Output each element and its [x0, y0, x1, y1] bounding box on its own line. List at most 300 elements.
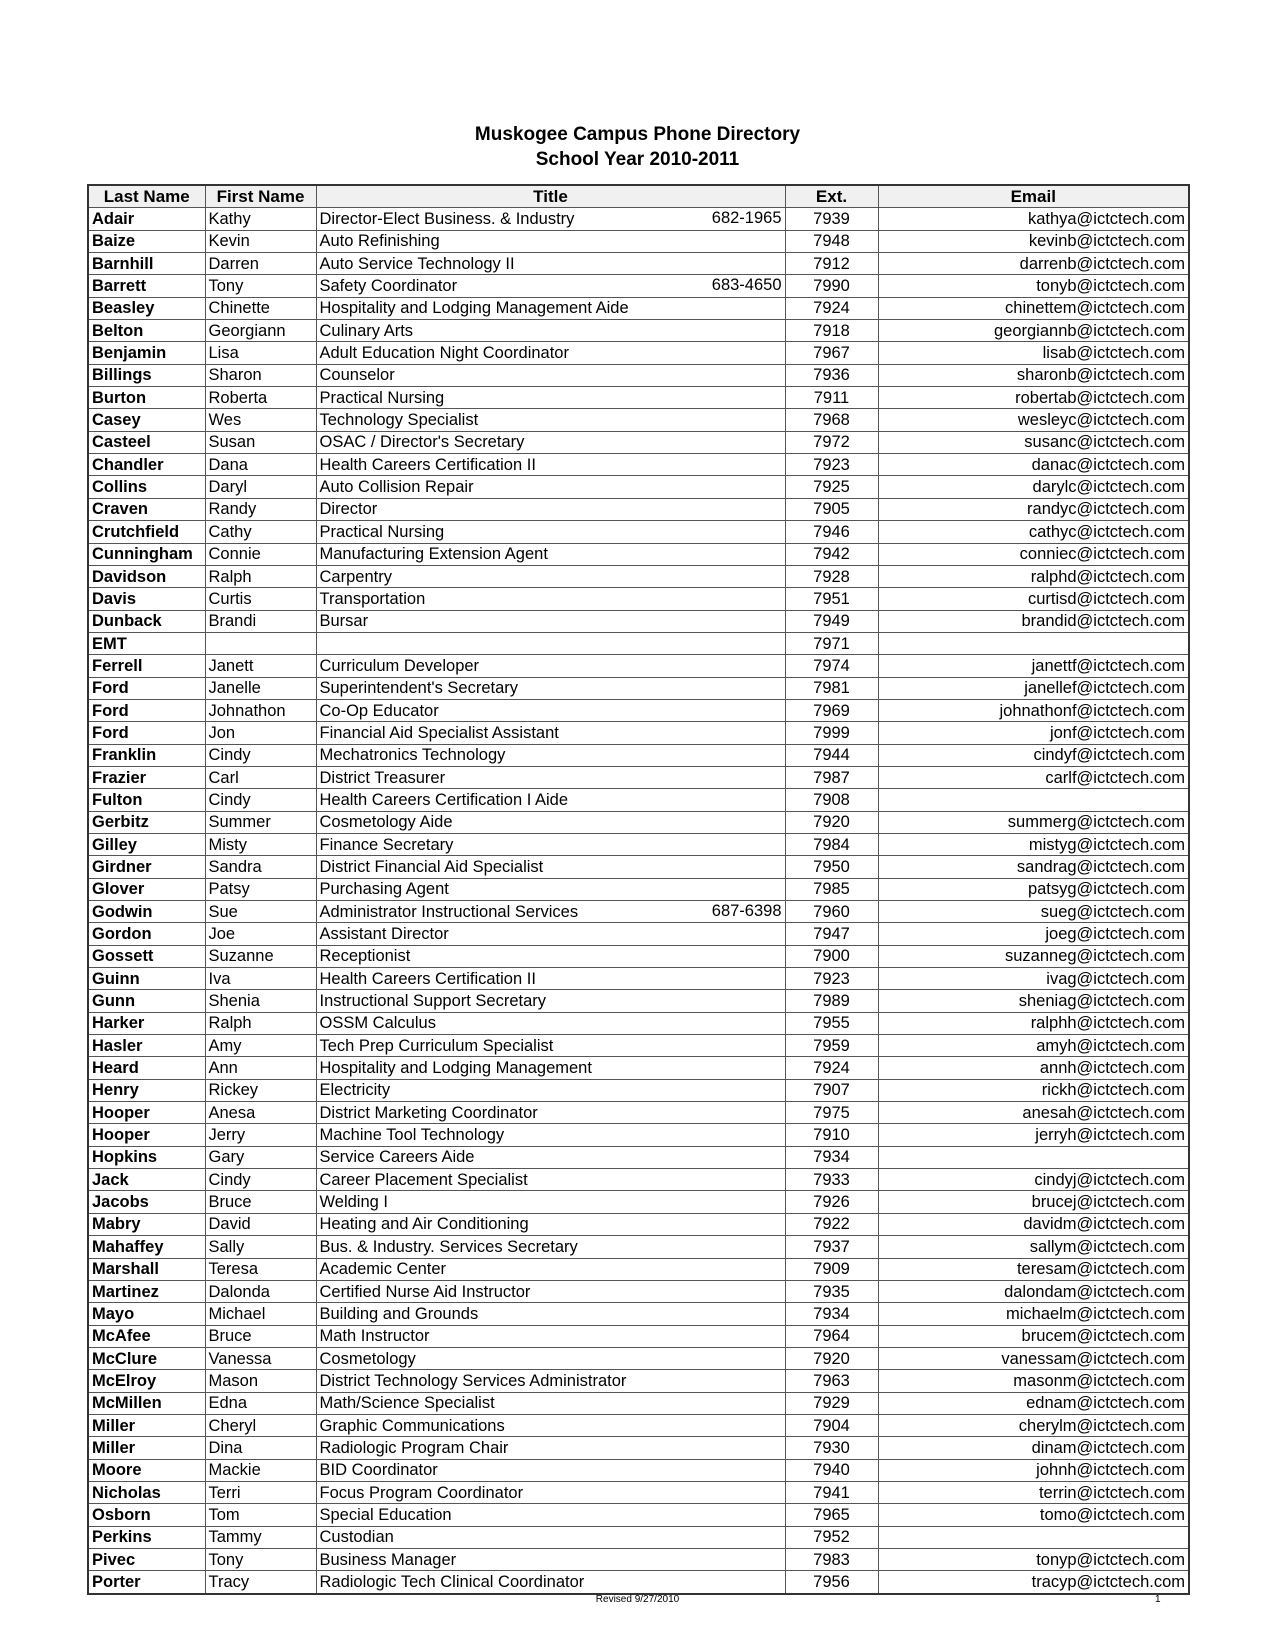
table-row — [88, 1459, 1189, 1481]
job-title: District Financial Aid Specialist — [319, 857, 544, 876]
email-cell: randyc@ictctech.com — [878, 498, 1189, 520]
ext-cell: 7925 — [785, 476, 878, 498]
title-cell — [316, 1146, 785, 1168]
ext-cell: 7920 — [785, 811, 878, 833]
ext-cell: 7984 — [785, 833, 878, 855]
job-title: Auto Service Technology II — [319, 254, 515, 273]
ext-cell: 7934 — [785, 1146, 878, 1168]
first-name-cell: Vanessa — [205, 1347, 316, 1369]
table-row — [88, 811, 1189, 833]
table-row — [88, 320, 1189, 342]
table-row — [88, 699, 1189, 721]
first-name-cell: Jon — [205, 722, 316, 744]
last-name-cell: Nicholas — [88, 1481, 205, 1503]
table-row — [88, 1303, 1189, 1325]
ext-cell: 7909 — [785, 1258, 878, 1280]
title-cell — [316, 1347, 785, 1369]
first-name-cell: Joe — [205, 923, 316, 945]
last-name-cell: Dunback — [88, 610, 205, 632]
table-row — [88, 1370, 1189, 1392]
ext-cell: 7926 — [785, 1191, 878, 1213]
last-name-cell: McClure — [88, 1347, 205, 1369]
first-name-cell: Tony — [205, 275, 316, 297]
title-cell — [316, 1213, 785, 1235]
ext-cell: 7975 — [785, 1102, 878, 1124]
last-name-cell: Casey — [88, 409, 205, 431]
ext-cell: 7944 — [785, 744, 878, 766]
last-name-cell: Billings — [88, 364, 205, 386]
ext-cell: 7912 — [785, 253, 878, 275]
job-title: Receptionist — [319, 947, 411, 966]
title-cell — [316, 320, 785, 342]
job-title: Academic Center — [319, 1260, 447, 1279]
table-header-row — [88, 185, 1189, 208]
last-name-cell: EMT — [88, 632, 205, 654]
email-cell: jerryh@ictctech.com — [878, 1124, 1189, 1146]
title-cell — [316, 364, 785, 386]
ext-cell: 7923 — [785, 454, 878, 476]
email-cell: lisab@ictctech.com — [878, 342, 1189, 364]
ext-cell: 7942 — [785, 543, 878, 565]
last-name-cell: Crutchfield — [88, 521, 205, 543]
page-title: Muskogee Campus Phone Directory — [474, 124, 801, 145]
email-cell: summerg@ictctech.com — [878, 811, 1189, 833]
ext-cell: 7924 — [785, 1057, 878, 1079]
job-title: Finance Secretary — [319, 835, 454, 854]
first-name-cell: Edna — [205, 1392, 316, 1414]
first-name-cell: Dina — [205, 1437, 316, 1459]
email-cell: michaelm@ictctech.com — [878, 1303, 1189, 1325]
table-row — [88, 1079, 1189, 1101]
email-cell: davidm@ictctech.com — [878, 1213, 1189, 1235]
job-title: Administrator Instructional Services — [319, 902, 579, 921]
first-name-cell: Darren — [205, 253, 316, 275]
last-name-cell: Gunn — [88, 990, 205, 1012]
last-name-cell: Casteel — [88, 431, 205, 453]
table-row — [88, 565, 1189, 587]
table-row — [88, 1347, 1189, 1369]
email-cell: carlf@ictctech.com — [878, 766, 1189, 788]
email-cell: kathya@ictctech.com — [878, 208, 1189, 230]
title-cell — [316, 230, 785, 252]
job-title: District Marketing Coordinator — [319, 1103, 538, 1122]
title-cell — [316, 1035, 785, 1057]
first-name-cell: Anesa — [205, 1102, 316, 1124]
table-row — [88, 521, 1189, 543]
last-name-cell: Adair — [88, 208, 205, 230]
title-cell — [316, 655, 785, 677]
ext-cell: 7933 — [785, 1169, 878, 1191]
job-title: Auto Refinishing — [319, 232, 440, 251]
first-name-cell: Georgiann — [205, 320, 316, 342]
ext-cell: 7904 — [785, 1414, 878, 1436]
table-row — [88, 1392, 1189, 1414]
email-cell: cindyj@ictctech.com — [878, 1169, 1189, 1191]
direct-phone: 682-1965 — [711, 209, 782, 228]
job-title: Tech Prep Curriculum Specialist — [319, 1036, 554, 1055]
ext-cell: 7969 — [785, 699, 878, 721]
job-title: Bus. & Industry. Services Secretary — [319, 1237, 578, 1256]
table-row — [88, 454, 1189, 476]
email-cell: janellef@ictctech.com — [878, 677, 1189, 699]
last-name-cell: Ferrell — [88, 655, 205, 677]
ext-cell: 7974 — [785, 655, 878, 677]
job-title: Adult Education Night Coordinator — [319, 344, 569, 363]
ext-cell: 7952 — [785, 1526, 878, 1548]
email-cell — [878, 1146, 1189, 1168]
last-name-cell: Gilley — [88, 833, 205, 855]
title-cell — [316, 1414, 785, 1436]
last-name-cell: Harker — [88, 1012, 205, 1034]
first-name-cell: Connie — [205, 543, 316, 565]
title-cell — [316, 409, 785, 431]
job-title: Mechatronics Technology — [319, 746, 506, 765]
email-cell: dalondam@ictctech.com — [878, 1280, 1189, 1302]
table-row — [88, 1481, 1189, 1503]
first-name-cell: Tony — [205, 1548, 316, 1570]
job-title: Cosmetology — [319, 1349, 416, 1368]
job-title: OSAC / Director's Secretary — [319, 433, 525, 452]
last-name-cell: Henry — [88, 1079, 205, 1101]
last-name-cell: Guinn — [88, 968, 205, 990]
last-name-cell: Miller — [88, 1414, 205, 1436]
email-cell: ralphh@ictctech.com — [878, 1012, 1189, 1034]
ext-cell: 7999 — [785, 722, 878, 744]
email-cell: annh@ictctech.com — [878, 1057, 1189, 1079]
table-row — [88, 1414, 1189, 1436]
first-name-cell: Sharon — [205, 364, 316, 386]
first-name-cell: Chinette — [205, 297, 316, 319]
first-name-cell: Sally — [205, 1236, 316, 1258]
title-cell — [316, 1191, 785, 1213]
ext-cell: 7950 — [785, 856, 878, 878]
title-cell — [316, 1057, 785, 1079]
title-cell — [316, 342, 785, 364]
title-cell — [316, 1124, 785, 1146]
job-title: District Technology Services Administrator — [319, 1371, 627, 1390]
table-row — [88, 1057, 1189, 1079]
table-row — [88, 610, 1189, 632]
title-cell — [316, 1102, 785, 1124]
job-title: Health Careers Certification II — [319, 455, 536, 474]
table-row — [88, 1571, 1189, 1594]
last-name-cell: McElroy — [88, 1370, 205, 1392]
column-header-last-name: Last Name — [88, 185, 205, 208]
ext-cell: 7967 — [785, 342, 878, 364]
title-cell — [316, 297, 785, 319]
last-name-cell: Ford — [88, 722, 205, 744]
title-cell — [316, 722, 785, 744]
job-title: Culinary Arts — [319, 321, 414, 340]
job-title: District Treasurer — [319, 768, 446, 787]
title-cell — [316, 856, 785, 878]
first-name-cell: Daryl — [205, 476, 316, 498]
job-title: Service Careers Aide — [319, 1148, 475, 1167]
first-name-cell — [205, 632, 316, 654]
ext-cell: 7922 — [785, 1213, 878, 1235]
email-cell: danac@ictctech.com — [878, 454, 1189, 476]
last-name-cell: Chandler — [88, 454, 205, 476]
first-name-cell: Jerry — [205, 1124, 316, 1146]
email-cell: joeg@ictctech.com — [878, 923, 1189, 945]
email-cell: ralphd@ictctech.com — [878, 565, 1189, 587]
first-name-cell: Summer — [205, 811, 316, 833]
job-title: Hospitality and Lodging Management Aide — [319, 299, 629, 318]
job-title: Practical Nursing — [319, 522, 445, 541]
table-row — [88, 1102, 1189, 1124]
job-title: Practical Nursing — [319, 388, 445, 407]
table-row — [88, 1213, 1189, 1235]
title-cell — [316, 476, 785, 498]
table-row — [88, 632, 1189, 654]
job-title: Director-Elect Business. & Industry — [319, 210, 575, 229]
job-title: Math/Science Specialist — [319, 1394, 495, 1413]
last-name-cell: Porter — [88, 1571, 205, 1594]
last-name-cell: Hasler — [88, 1035, 205, 1057]
table-row — [88, 476, 1189, 498]
job-title: Hospitality and Lodging Management — [319, 1059, 592, 1078]
title-cell — [316, 833, 785, 855]
job-title: Director — [319, 500, 378, 519]
table-row — [88, 722, 1189, 744]
first-name-cell: Janelle — [205, 677, 316, 699]
email-cell — [878, 1526, 1189, 1548]
email-cell: patsyg@ictctech.com — [878, 878, 1189, 900]
title-cell — [316, 454, 785, 476]
table-row — [88, 856, 1189, 878]
job-title: Graphic Communications — [319, 1416, 505, 1435]
first-name-cell: Lisa — [205, 342, 316, 364]
last-name-cell: Girdner — [88, 856, 205, 878]
email-cell: sueg@ictctech.com — [878, 901, 1189, 923]
last-name-cell: Mayo — [88, 1303, 205, 1325]
ext-cell: 7918 — [785, 320, 878, 342]
first-name-cell: Suzanne — [205, 945, 316, 967]
table-row — [88, 364, 1189, 386]
table-row — [88, 431, 1189, 453]
email-cell: chinettem@ictctech.com — [878, 297, 1189, 319]
ext-cell: 7989 — [785, 990, 878, 1012]
title-cell — [316, 431, 785, 453]
ext-cell: 7946 — [785, 521, 878, 543]
job-title: Machine Tool Technology — [319, 1126, 505, 1145]
first-name-cell: Carl — [205, 766, 316, 788]
email-cell: mistyg@ictctech.com — [878, 833, 1189, 855]
title-cell — [316, 1504, 785, 1526]
last-name-cell: Davidson — [88, 565, 205, 587]
email-cell: susanc@ictctech.com — [878, 431, 1189, 453]
title-cell — [316, 1325, 785, 1347]
email-cell: ivag@ictctech.com — [878, 968, 1189, 990]
last-name-cell: Burton — [88, 387, 205, 409]
table-row — [88, 297, 1189, 319]
ext-cell: 7923 — [785, 968, 878, 990]
last-name-cell: Perkins — [88, 1526, 205, 1548]
first-name-cell: Gary — [205, 1146, 316, 1168]
table-row — [88, 253, 1189, 275]
title-cell — [316, 1526, 785, 1548]
ext-cell: 7959 — [785, 1035, 878, 1057]
last-name-cell: Hopkins — [88, 1146, 205, 1168]
ext-cell: 7924 — [785, 297, 878, 319]
table-row — [88, 1012, 1189, 1034]
last-name-cell: Franklin — [88, 744, 205, 766]
table-row — [88, 1280, 1189, 1302]
first-name-cell: Ann — [205, 1057, 316, 1079]
ext-cell: 7939 — [785, 208, 878, 230]
job-title: Electricity — [319, 1081, 391, 1100]
table-row — [88, 677, 1189, 699]
ext-cell: 7949 — [785, 610, 878, 632]
ext-cell: 7956 — [785, 1571, 878, 1594]
last-name-cell: Belton — [88, 320, 205, 342]
email-cell: conniec@ictctech.com — [878, 543, 1189, 565]
table-row — [88, 208, 1189, 230]
title-cell — [316, 253, 785, 275]
title-cell — [316, 1548, 785, 1570]
ext-cell: 7965 — [785, 1504, 878, 1526]
last-name-cell: Heard — [88, 1057, 205, 1079]
table-row — [88, 230, 1189, 252]
first-name-cell: Iva — [205, 968, 316, 990]
last-name-cell: Ford — [88, 677, 205, 699]
title-cell — [316, 789, 785, 811]
title-cell — [316, 1079, 785, 1101]
title-cell — [316, 1370, 785, 1392]
job-title: Career Placement Specialist — [319, 1170, 528, 1189]
job-title: Welding I — [319, 1193, 388, 1212]
table-row — [88, 655, 1189, 677]
ext-cell: 7911 — [785, 387, 878, 409]
revised-date: Revised 9/27/2010 — [595, 1594, 680, 1605]
last-name-cell: Barnhill — [88, 253, 205, 275]
table-row — [88, 923, 1189, 945]
job-title: Health Careers Certification II — [319, 969, 536, 988]
email-cell: darrenb@ictctech.com — [878, 253, 1189, 275]
job-title: Health Careers Certification I Aide — [319, 790, 569, 809]
title-cell — [316, 632, 785, 654]
table-row — [88, 387, 1189, 409]
title-cell — [316, 878, 785, 900]
email-cell — [878, 632, 1189, 654]
email-cell: suzanneg@ictctech.com — [878, 945, 1189, 967]
table-row — [88, 968, 1189, 990]
last-name-cell: Baize — [88, 230, 205, 252]
last-name-cell: Pivec — [88, 1548, 205, 1570]
first-name-cell: Ralph — [205, 1012, 316, 1034]
directory-table — [87, 184, 1190, 1595]
page-number: 1 — [1155, 1594, 1161, 1605]
job-title: Co-Op Educator — [319, 701, 439, 720]
last-name-cell: Davis — [88, 588, 205, 610]
job-title: Counselor — [319, 366, 395, 385]
first-name-cell: Ralph — [205, 565, 316, 587]
last-name-cell: Collins — [88, 476, 205, 498]
table-row — [88, 833, 1189, 855]
job-title: Building and Grounds — [319, 1304, 479, 1323]
ext-cell: 7940 — [785, 1459, 878, 1481]
title-cell — [316, 588, 785, 610]
ext-cell: 7934 — [785, 1303, 878, 1325]
last-name-cell: Frazier — [88, 766, 205, 788]
ext-cell: 7936 — [785, 364, 878, 386]
first-name-cell: Sue — [205, 901, 316, 923]
table-row — [88, 1169, 1189, 1191]
last-name-cell: Fulton — [88, 789, 205, 811]
title-cell — [316, 968, 785, 990]
last-name-cell: Cunningham — [88, 543, 205, 565]
job-title: Radiologic Program Chair — [319, 1438, 509, 1457]
email-cell: tomo@ictctech.com — [878, 1504, 1189, 1526]
first-name-cell: Kathy — [205, 208, 316, 230]
ext-cell: 7910 — [785, 1124, 878, 1146]
title-cell — [316, 990, 785, 1012]
ext-cell: 7971 — [785, 632, 878, 654]
table-row — [88, 1548, 1189, 1570]
first-name-cell: Roberta — [205, 387, 316, 409]
table-row — [88, 1191, 1189, 1213]
last-name-cell: McMillen — [88, 1392, 205, 1414]
title-cell — [316, 610, 785, 632]
title-cell — [316, 1012, 785, 1034]
table-row — [88, 275, 1189, 297]
last-name-cell: Miller — [88, 1437, 205, 1459]
job-title: Certified Nurse Aid Instructor — [319, 1282, 531, 1301]
table-row — [88, 543, 1189, 565]
ext-cell: 7935 — [785, 1280, 878, 1302]
table-row — [88, 766, 1189, 788]
ext-cell: 7905 — [785, 498, 878, 520]
job-title: Carpentry — [319, 567, 392, 586]
job-title: Special Education — [319, 1505, 452, 1524]
last-name-cell: Ford — [88, 699, 205, 721]
first-name-cell: Brandi — [205, 610, 316, 632]
job-title: Heating and Air Conditioning — [319, 1215, 529, 1234]
email-cell: cathyc@ictctech.com — [878, 521, 1189, 543]
job-title: Custodian — [319, 1528, 394, 1547]
email-cell: johnh@ictctech.com — [878, 1459, 1189, 1481]
email-cell: georgiannb@ictctech.com — [878, 320, 1189, 342]
table-row — [88, 901, 1189, 923]
table-row — [88, 1146, 1189, 1168]
job-title: Business Manager — [319, 1550, 457, 1569]
last-name-cell: Hooper — [88, 1124, 205, 1146]
first-name-cell: Teresa — [205, 1258, 316, 1280]
job-title: Curriculum Developer — [319, 656, 480, 675]
ext-cell: 7985 — [785, 878, 878, 900]
title-cell — [316, 1481, 785, 1503]
table-row — [88, 1325, 1189, 1347]
title-cell — [316, 901, 785, 923]
direct-phone: 683-4650 — [711, 276, 782, 295]
first-name-cell: Tracy — [205, 1571, 316, 1594]
email-cell: brandid@ictctech.com — [878, 610, 1189, 632]
first-name-cell: Cathy — [205, 521, 316, 543]
email-cell: terrin@ictctech.com — [878, 1481, 1189, 1503]
email-cell: tonyb@ictctech.com — [878, 275, 1189, 297]
job-title: Radiologic Tech Clinical Coordinator — [319, 1572, 585, 1591]
first-name-cell: Cindy — [205, 789, 316, 811]
table-row — [88, 945, 1189, 967]
ext-cell: 7907 — [785, 1079, 878, 1101]
last-name-cell: Hooper — [88, 1102, 205, 1124]
first-name-cell: Janett — [205, 655, 316, 677]
table-row — [88, 1124, 1189, 1146]
first-name-cell: David — [205, 1213, 316, 1235]
table-row — [88, 744, 1189, 766]
first-name-cell: Cindy — [205, 744, 316, 766]
first-name-cell: Rickey — [205, 1079, 316, 1101]
